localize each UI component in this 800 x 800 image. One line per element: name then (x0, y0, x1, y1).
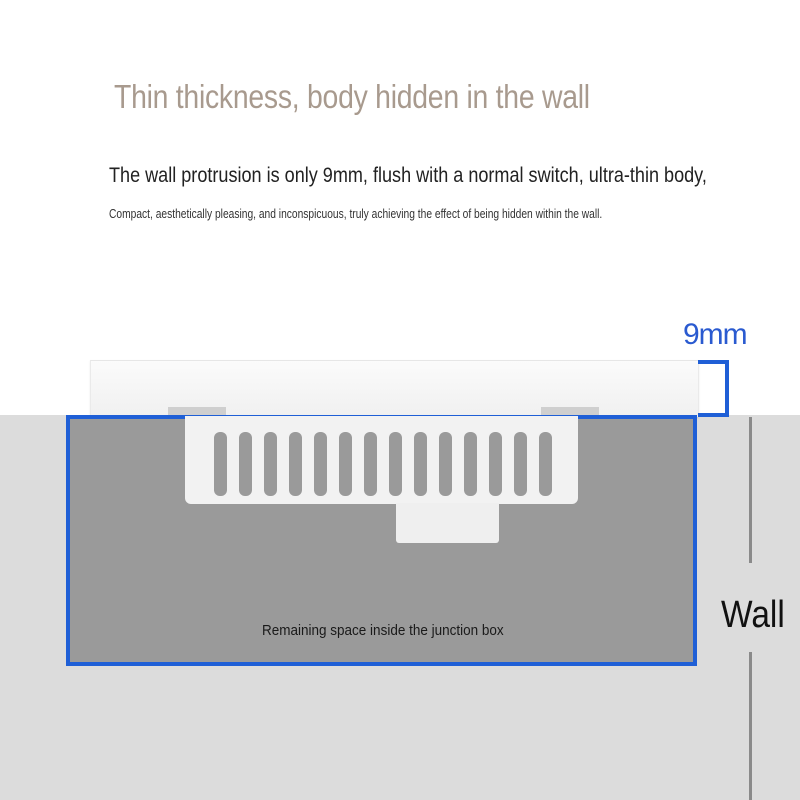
vent-slot (214, 432, 227, 496)
vent-slot (239, 432, 252, 496)
wall-indicator-line-bottom (749, 652, 752, 800)
vent-slot (414, 432, 427, 496)
vent-slot (289, 432, 302, 496)
vent-slot (464, 432, 477, 496)
vent-slot (489, 432, 502, 496)
junction-box-label: Remaining space inside the junction box (262, 622, 504, 639)
vent-slot (539, 432, 552, 496)
wall-indicator-line-top (749, 417, 752, 563)
vent-slot (439, 432, 452, 496)
vent-slot (364, 432, 377, 496)
vent-slot (264, 432, 277, 496)
dimension-bracket-bottom (698, 413, 729, 417)
page-subtitle: The wall protrusion is only 9mm, flush with a normal switch, ultra-thin body, (109, 164, 707, 187)
page-caption: Compact, aesthetically pleasing, and inconspicuous, truly achieving the effect of being hidden within the wall. (109, 207, 603, 221)
dimension-bracket (725, 360, 729, 417)
vent-slot (314, 432, 327, 496)
vent-slot (514, 432, 527, 496)
page-title: Thin thickness, body hidden in the wall (114, 78, 590, 115)
vent-slot (389, 432, 402, 496)
protrusion-label: 9mm (683, 318, 747, 351)
device-bottom-tab (396, 503, 499, 543)
vent-slot (339, 432, 352, 496)
wall-label: Wall (721, 594, 785, 636)
